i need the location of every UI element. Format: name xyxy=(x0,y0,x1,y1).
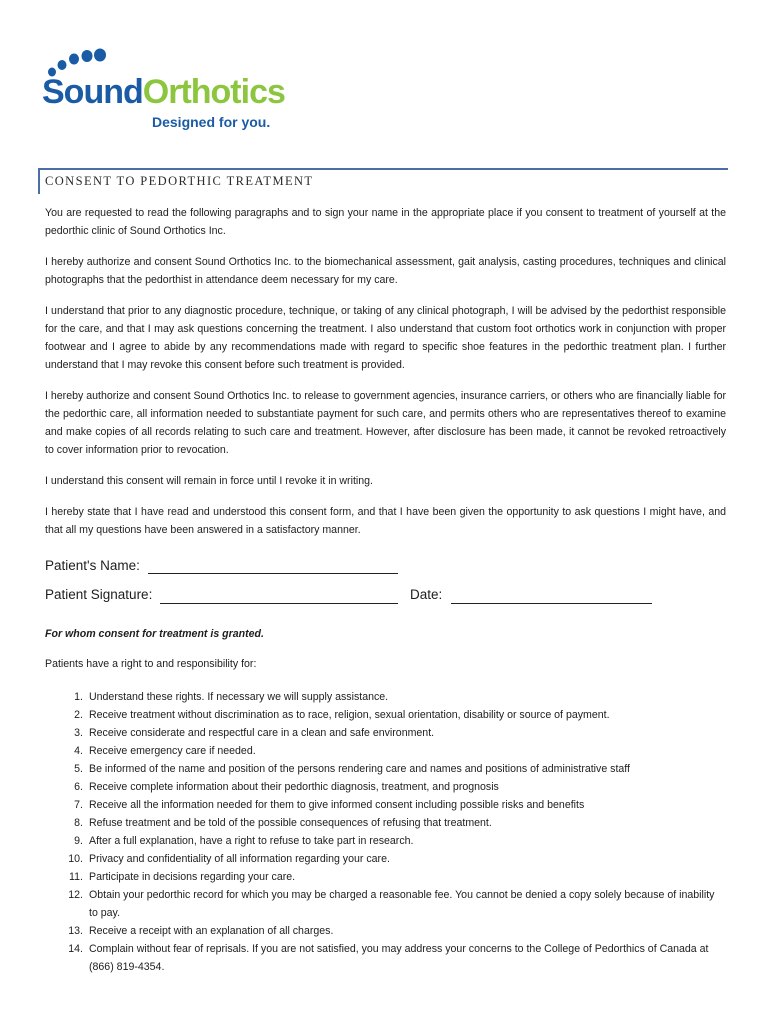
list-item: 12. Obtain your pedorthic record for which you may be charged a reasonable fee. You cannot be denied a copy solely because of inability to pay. xyxy=(68,889,715,919)
list-item: 6. Receive complete information about their pedorthic diagnosis, treatment, and prognosis xyxy=(74,781,499,793)
document-title: CONSENT TO PEDORTHIC TREATMENT xyxy=(45,174,314,188)
list-item: 5. Be informed of the name and position of the persons rendering care and names and positions of administrative staff xyxy=(74,763,630,775)
rights-intro: Patients have a right to and responsibility for: xyxy=(45,658,257,670)
list-item: 7. Receive all the information needed for them to give informed consent including possible risks and benefits xyxy=(74,799,585,811)
date-label: Date: xyxy=(410,587,443,602)
paragraph: I understand this consent will remain in force until I revoke it in writing. xyxy=(45,475,373,487)
list-item: 11. Participate in decisions regarding your care. xyxy=(69,871,296,883)
patient-name-field[interactable] xyxy=(148,573,398,574)
patient-signature-field[interactable] xyxy=(160,603,398,604)
paragraph: I hereby state that I have read and understood this consent form, and that I have been given the opportunity to ask questions I might have, and that all my questions have been answered in a satisfactory manner. xyxy=(45,506,726,536)
list-item: 1. Understand these rights. If necessary we will supply assistance. xyxy=(74,691,389,703)
date-field[interactable] xyxy=(451,603,652,604)
logo-tagline: Designed for you. xyxy=(152,114,271,130)
consent-heading: For whom consent for treatment is granted. xyxy=(45,628,264,640)
consent-body xyxy=(45,204,726,552)
patient-rights-list xyxy=(45,688,726,976)
list-item: 8. Refuse treatment and be told of the possible consequences of refusing that treatment. xyxy=(74,817,492,829)
logo-wordmark xyxy=(42,72,285,112)
patient-signature-label: Patient Signature: xyxy=(45,587,153,602)
list-item: 13. Receive a receipt with an explanation of all charges. xyxy=(68,925,334,937)
list-item: 9. After a full explanation, have a right to refuse to take part in research. xyxy=(74,835,414,847)
patient-name-label: Patient's Name: xyxy=(45,558,140,573)
company-logo xyxy=(42,42,285,142)
logo-word-sound: Sound xyxy=(42,73,143,111)
logo-word-orthotics: Orthotics xyxy=(142,73,285,111)
paragraph: I hereby authorize and consent Sound Orthotics Inc. to the biomechanical assessment, gait analysis, casting procedures, techniques and clinical photographs that the pedorthist in attendance deem necessary for my care. xyxy=(45,256,726,286)
section-title-bar xyxy=(38,168,728,194)
list-item: 4. Receive emergency care if needed. xyxy=(74,745,256,757)
list-item: 10. Privacy and confidentiality of all information regarding your care. xyxy=(68,853,390,865)
paragraph: You are requested to read the following paragraphs and to sign your name in the appropriate place if you consent to treatment of yourself at the pedorthic clinic of Sound Orthotics Inc. xyxy=(45,207,726,237)
paragraph: I hereby authorize and consent Sound Orthotics Inc. to release to government agencies, insurance carriers, or others who are financially liable for the pedorthic care, all information needed to substantiate payment for such care, and permits others who are representatives thereof to examine and make copies of all records relating to such care and treatment. However, after disclosure has been made, it cannot be revoked retroactively to cover information prior to revocation. xyxy=(45,390,726,456)
paragraph: I understand that prior to any diagnostic procedure, technique, or taking of any clinical photograph, I will be advised by the pedorthist responsible for the care, and that I may ask questions concerning the treatment. I also understand that custom foot orthotics work in conjunction with proper footwear and I agree to abide by any recommendations made with regard to specific shoe features in the pedorthic treatment plan. I further understand that I may revoke this consent before such treatment is provided. xyxy=(45,305,726,371)
list-item: 3. Receive considerate and respectful care in a clean and safe environment. xyxy=(74,727,435,739)
list-item: 2. Receive treatment without discrimination as to race, religion, sexual orientation, disability or source of payment. xyxy=(74,709,610,721)
list-item: 14. Complain without fear of reprisals. If you are not satisfied, you may address your concerns to the College of Pedorthics of Canada at (866) 819-4354. xyxy=(68,943,709,973)
